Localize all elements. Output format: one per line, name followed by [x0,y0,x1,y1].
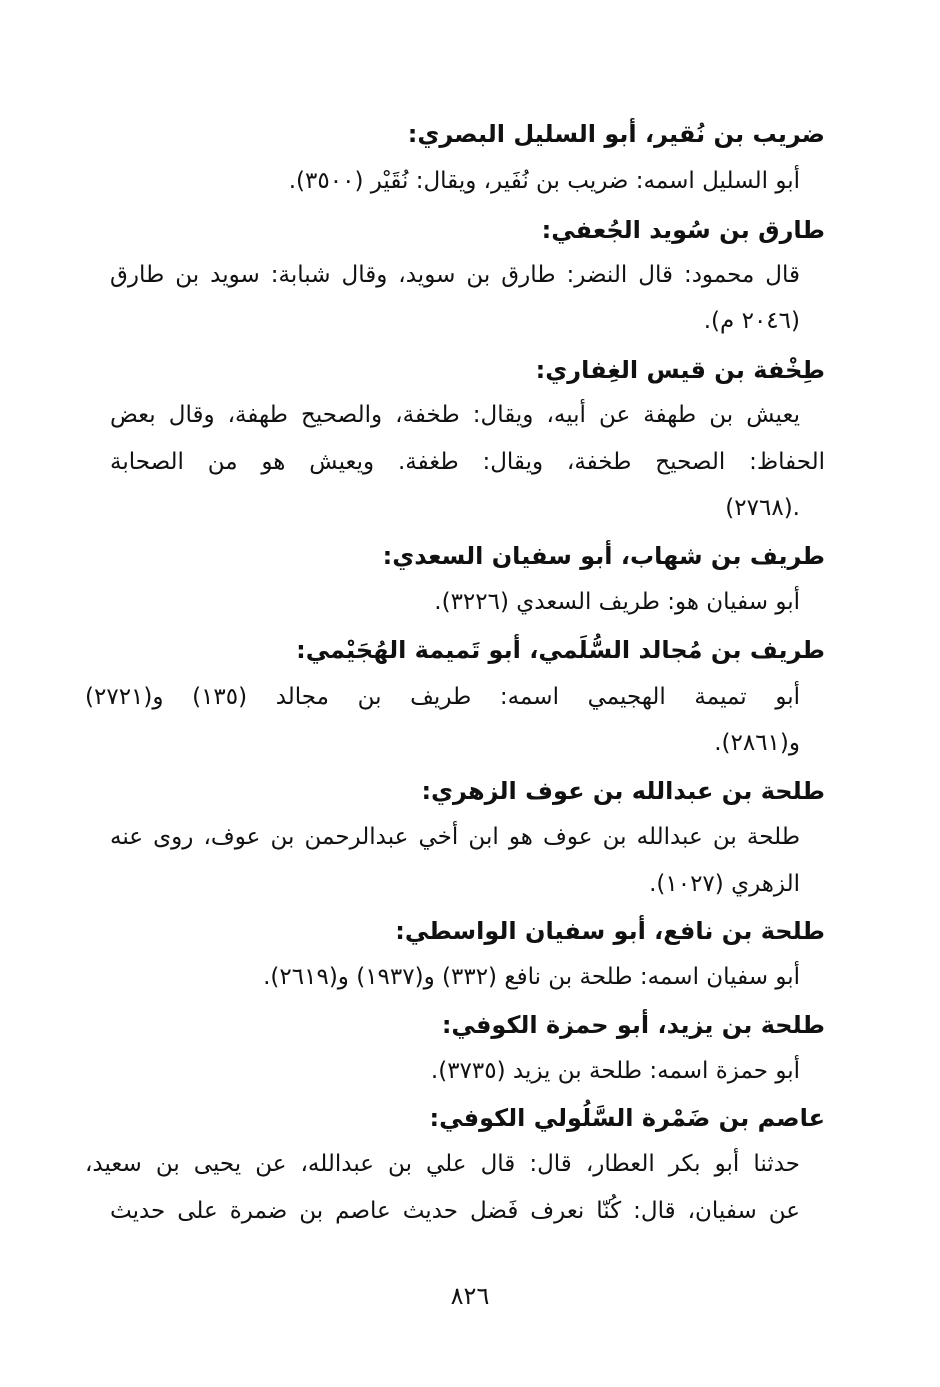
entry-text-line: أبو السليل اسمه: ضريب بن نُفَير، ويقال: نُقَيْر (٣٥٠٠). [288,168,800,194]
entry-text-line: أبو حمزة اسمه: طلحة بن يزيد (٣٧٣٥). [430,1058,800,1084]
entry-text-line: أبو سفيان اسمه: طلحة بن نافع (٣٣٢) و(١٩٣٧) و(٢٦١٩). [263,964,800,990]
entry-heading: عاصم بن ضَمْرة السَّلُولي الكوفي: [429,1104,825,1132]
entry-heading: طلحة بن عبدالله بن عوف الزهري: [421,777,825,805]
entry-heading: طلحة بن يزيد، أبو حمزة الكوفي: [441,1011,825,1039]
entry-text-line: يعيش بن طهفة عن أبيه، ويقال: طخفة، والصحيح طهفة، وقال بعض [110,402,800,428]
entry-heading: طارق بن سُويد الجُعفي: [541,216,825,244]
entry-text-line: و(٢٨٦١). [714,730,800,756]
entry-text-line: حدثنا أبو بكر العطار، قال: قال علي بن عبدالله، عن يحيى بن سعيد، [85,1151,800,1177]
entry-text-line: الزهري (١٠٢٧). [649,871,800,897]
page-number: ٨٢٦ [450,1282,490,1310]
entry-heading: ضريب بن نُقير، أبو السليل البصري: [407,120,825,148]
entry-text-line: طلحة بن عبدالله بن عوف هو ابن أخي عبدالرحمن بن عوف، روى عنه [110,824,800,850]
entry-text-line: قال محمود: قال النضر: طارق بن سويد، وقال شبابة: سويد بن طارق [110,262,800,288]
entry-text-line: أبو سفيان هو: طريف السعدي (٣٢٢٦). [434,589,800,615]
entry-text-line: الحفاظ: الصحيح طخفة، ويقال: طغفة. ويعيش هو من الصحابة [110,449,825,475]
entry-text-line: عن سفيان، قال: كُنّا نعرف فَضل حديث عاصم بن ضمرة على حديث [110,1198,800,1224]
entry-heading: طِخْفة بن قيس الغِفاري: [535,356,825,384]
entry-heading: طلحة بن نافع، أبو سفيان الواسطي: [395,917,825,945]
entry-text-line: (٢٠٤٦ م). [703,308,800,334]
entry-text-line: (٢٧٦٨). [725,495,800,521]
entry-heading: طريف بن شهاب، أبو سفيان السعدي: [382,542,825,570]
entry-heading: طريف بن مُجالد السُّلَمي، أبو تَميمة الهُجَيْمي: [296,636,825,664]
entry-text-line: أبو تميمة الهجيمي اسمه: طريف بن مجالد (١٣٥) و(٢٧٢١) [85,684,800,710]
